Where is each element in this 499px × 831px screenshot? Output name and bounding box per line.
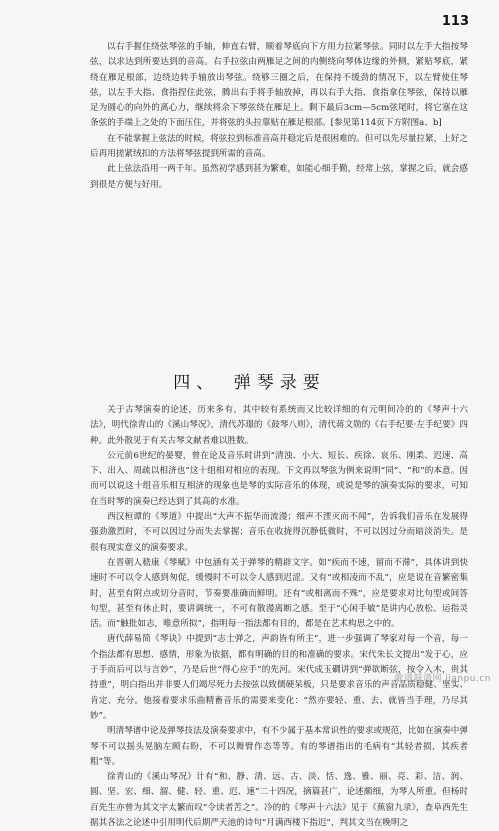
paragraph: 公元前6世纪的晏婴，曾在论及音乐时讲到“清浊、小大、短长、疾徐、哀乐、刚柔、迟速、高下、出入、周疏以相济也”这十组相对相应的表现。下文再以琴弦为例来说明“同”、“和”的本意。因而可以说这十组音乐相互相济的现象也是琴的实际音乐的体现，或说是琴的演奏实际的要求，可知在当时琴的演奏已经达到了其高的水准。 — [90, 450, 468, 507]
paragraph: 以右手握住绕弦琴弦的手轴，伸直右臂，顺着琴底向下方用力拉紧琴弦。同时以左手大指按琴弦，以求达到所要达到的音高。右手拉弦由两雁足之间的内侧绕向琴体边缘的外侧，紧贴琴底，紧绕在雁足根部，边绕边转手轴放出琴弦。绕够三圈之后，在保持不缓劲的情况下，以左臂使住琴弦，以左手大指、食指捏住此弦，腾出右手将手轴放掉，再以右手大指、食指拿住琴弦，保持以雁足为圆心的向外的离心力，继续将余下琴弦绕在雁足上。剩下最后3cm—5cm弦尾时，将它塞在这条弦的手端上之处的下面压住，并将弦的头拉靠贴在雁足根部。[参见第114页下方附图a、b] — [90, 42, 468, 129]
watermark: 歌谱简谱网 jianpu.cn — [394, 674, 491, 684]
paragraph: 徐青山的《溪山琴况》计有“和、静、清、远、古、淡、恬、逸、雅、丽、亮、彩、洁、润、圆、坚、宏、细、溜、健、轻、重、迟、速”二十四况，摘篇甚广，论述颇细，为琴人所重。但杨时百先生亦曾为其文字太繁而叹“令读者苦之”。冷的的《琴声十六法》见于《蕉窗九录》，查阜西先生据其各法之论述中引用明代后期严天池的诗句“月满西楼下指迟”，判其文当在晚明之 — [90, 772, 468, 829]
page-number: 113 — [441, 14, 469, 29]
paragraph: 此上弦法沿用一两千年。虽然初学感到甚为繁难，如能心细手勤，经常上弦，掌握之后，就会感到很是方便与好用。 — [90, 164, 468, 190]
string-method-text — [90, 40, 468, 193]
section-heading: 四、 弹琴录要 — [173, 373, 326, 393]
paragraph: 关于古琴演奏的论述，历来多有，其中较有系统而又比较详细的有元明间冷的的《琴声十六法》，明代徐青山的《溪山琴况》，清代苏璟的《鼓琴八则》，清代蒋文勋的《右手纪要·左手纪要》四种。此外散见于有关古琴文献者难以胜数。 — [90, 405, 468, 446]
paragraph: 唐代薛易简《琴诀》中提到“志士弹之，声韵皆有所主”，进一步强调了琴家对每一个音，每一个指法都有思想、感情，形象为依据，都有明确的目的和准确的要求。宋代朱长文提出“发于心，应于手而后可以与言妙”，乃是后世“得心应手”的先河。宋代成玉磵讲到“弹欲断弦，按令入木，贵其持重”，明白指出并非要人们竭尽死力去按弦以致儒硬呆板，只是要求音乐的声音品质稳健、坚实、肯定、充分。他接着要求乐曲精畜音乐的需要来变化：“然亦要轻、重、去、就皆当手理，乃尽其妙”。 — [90, 634, 468, 721]
paragraph: 在晋朝人嵇康《琴赋》中包涵有关于弹琴的精辟文字。如“疾而不速，留而不滞”，具体讲到快速时不可以令人感到匆促，缓慢时不可以令人感到迟涩。又有“或相凌而不乱”，应是说在音繁密集时，甚至有附点或切分音时，节奏要准确而鲜明。还有“或相离而不殊”，应是要求对比句型或间答句型，甚至有休止时，要讲调统一，不可有散漫离断之感。至于“心闲手敏”是讲内心放松、运指灵活。而“触批如志，唯意所拟”，指明每一指法都有目的，都是在艺术构思之中的。 — [90, 557, 468, 630]
playing-notes-text — [90, 403, 468, 831]
paragraph: 明清琴谱中论及弹琴技法及演奏要求中，有不少属于基本常识性的要求或规范，比如在演奏中弹琴不可以摇头晃脑左顾右盼，不可以舞臂作态等等。有的琴谱指出的毛病有“其轻者损，其疾者粗”等。 — [90, 726, 468, 767]
paragraph: 在不能掌握上弦法的时候，将弦拉到标准音高并稳定后是很困难的。但可以先尽量拉紧，上好之后再用搓紧绒扣的方法将琴弦提到所需的音高。 — [90, 133, 468, 160]
paragraph: 西汉桓谭的《琴道》中提出“大声不振华而流漫；细声不湮灭而不闻”，告诉我们音乐在发展得强劲激烈时，不可以因过分而失去掌握；音乐在收拢得沉静低微时，不可以因过分而暗淡消失。是很有现实意义的演奏要求。 — [90, 512, 468, 553]
